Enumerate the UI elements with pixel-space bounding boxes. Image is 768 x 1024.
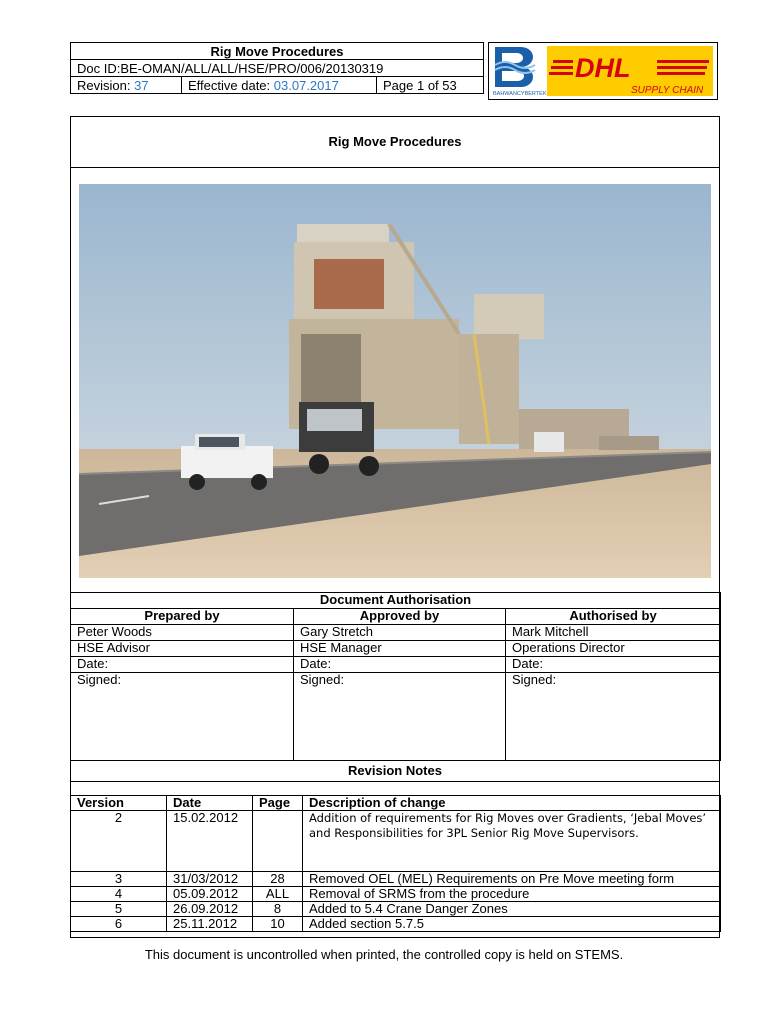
- version-cell: 5: [71, 902, 167, 917]
- table-row: [71, 872, 721, 887]
- date-cell: 05.09.2012: [167, 887, 253, 902]
- approved-by-header: Approved by: [294, 609, 506, 625]
- dhl-logo-text: DHL: [575, 53, 631, 83]
- page-cell: 28: [253, 872, 303, 887]
- approver-name: Gary Stretch: [294, 625, 506, 641]
- doc-id: Doc ID:BE-OMAN/ALL/ALL/HSE/PRO/006/20130319: [71, 60, 484, 77]
- description-header: Description of change: [303, 796, 721, 811]
- date-cell: 31/03/2012: [167, 872, 253, 887]
- version-cell: 6: [71, 917, 167, 932]
- description-cell: Removed OEL (MEL) Requirements on Pre Move meeting form: [303, 872, 721, 887]
- preparer-role: HSE Advisor: [71, 641, 294, 657]
- table-row: [71, 887, 721, 902]
- page-header: Page: [253, 796, 303, 811]
- description-cell: Added to 5.4 Crane Danger Zones: [303, 902, 721, 917]
- version-header: Version: [71, 796, 167, 811]
- bahwan-logo: [493, 46, 547, 97]
- page-cell: ALL: [253, 887, 303, 902]
- dhl-logo: [547, 46, 713, 96]
- supply-chain-text: SUPPLY CHAIN: [631, 85, 704, 96]
- date-cell: 15.02.2012: [167, 811, 253, 872]
- page-cell: 8: [253, 902, 303, 917]
- authoriser-role: Operations Director: [506, 641, 721, 657]
- page-cell: [253, 811, 303, 872]
- description-cell: Added section 5.7.5: [303, 917, 721, 932]
- version-cell: 2: [71, 811, 167, 872]
- effective-date-cell: [182, 77, 377, 94]
- table-row: [71, 811, 721, 872]
- header-title: Rig Move Procedures: [71, 43, 484, 60]
- main-title: Rig Move Procedures: [71, 117, 719, 168]
- table-row: [71, 902, 721, 917]
- description-cell: Addition of requirements for Rig Moves over Gradients, ‘Jebal Moves’ and Responsibilities for 3PL Senior Rig Move Supervisors.: [303, 811, 721, 872]
- revision-label: Revision:: [77, 77, 131, 93]
- approver-signature: Signed:: [294, 673, 506, 761]
- date-cell: 26.09.2012: [167, 902, 253, 917]
- preparer-signature: Signed:: [71, 673, 294, 761]
- authoriser-signature: Signed:: [506, 673, 721, 761]
- version-cell: 4: [71, 887, 167, 902]
- page-info: Page 1 of 53: [377, 77, 484, 94]
- date-header: Date: [167, 796, 253, 811]
- revision-value: 37: [134, 77, 149, 93]
- document-header-table: [70, 42, 484, 94]
- preparer-date: Date:: [71, 657, 294, 673]
- authoriser-name: Mark Mitchell: [506, 625, 721, 641]
- approver-date: Date:: [294, 657, 506, 673]
- date-cell: 25.11.2012: [167, 917, 253, 932]
- approver-role: HSE Manager: [294, 641, 506, 657]
- authorisation-caption: Document Authorisation: [71, 593, 721, 609]
- description-cell: Removal of SRMS from the procedure: [303, 887, 721, 902]
- authorised-by-header: Authorised by: [506, 609, 721, 625]
- effective-date-value: 03.07.2017: [273, 77, 339, 93]
- revision-notes-table: [70, 795, 721, 932]
- table-row: [71, 917, 721, 932]
- bahwan-logo-text: BAHWANCYBERTEK: [493, 91, 547, 97]
- rig-move-photo: [79, 184, 711, 578]
- authoriser-date: Date:: [506, 657, 721, 673]
- prepared-by-header: Prepared by: [71, 609, 294, 625]
- footer-note: This document is uncontrolled when printed, the controlled copy is held on STEMS.: [144, 947, 624, 962]
- authorisation-table: [70, 592, 721, 761]
- effective-date-label: Effective date:: [188, 77, 271, 93]
- page-cell: 10: [253, 917, 303, 932]
- version-cell: 3: [71, 872, 167, 887]
- logo-box: [488, 42, 718, 100]
- revision-cell: [71, 77, 182, 94]
- company-logos: [489, 43, 717, 99]
- revision-notes-title: Revision Notes: [70, 760, 720, 782]
- preparer-name: Peter Woods: [71, 625, 294, 641]
